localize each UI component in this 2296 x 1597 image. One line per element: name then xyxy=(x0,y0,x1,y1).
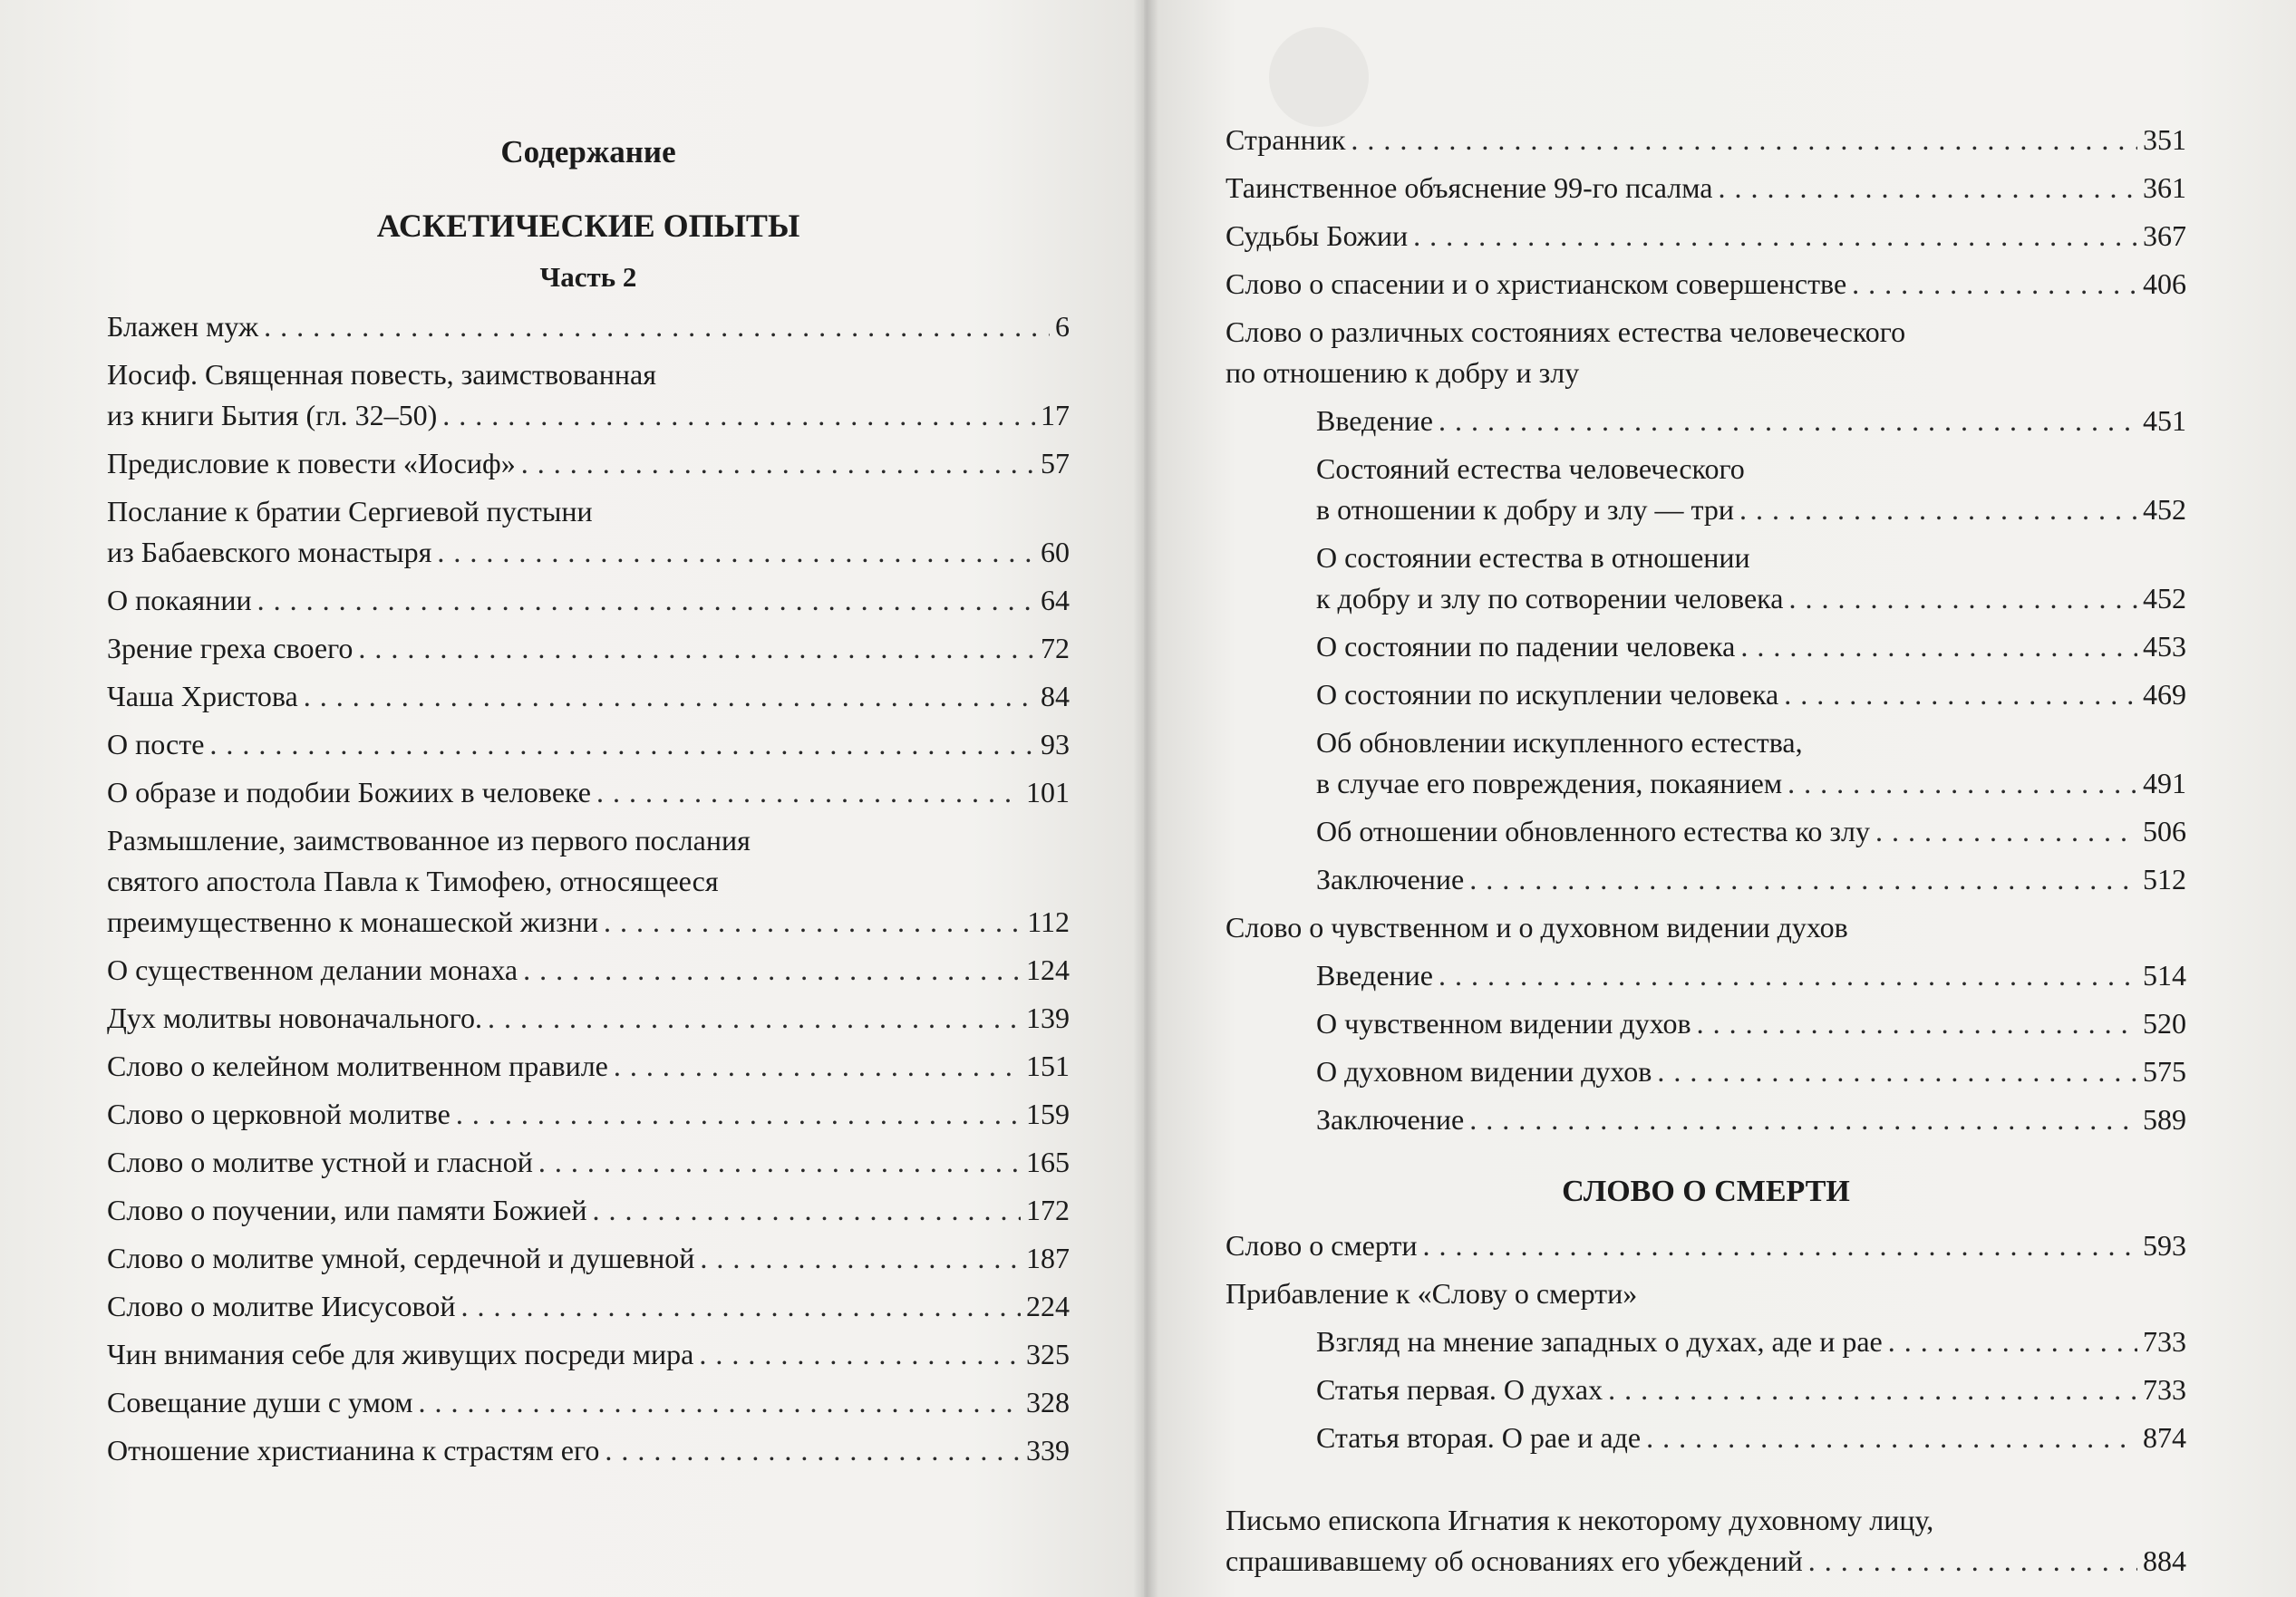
toc-page-number: 733 xyxy=(2143,1373,2186,1406)
toc-page-number: 17 xyxy=(1041,399,1070,431)
toc-entry-last-line xyxy=(1226,1541,2186,1582)
toc-entry xyxy=(1226,1000,2186,1048)
toc-entry xyxy=(1226,623,2186,671)
toc-entry-last-line xyxy=(107,772,1070,813)
toc-page-number: 224 xyxy=(1026,1290,1070,1322)
toc-page-number: 589 xyxy=(2143,1103,2186,1136)
toc-page-number: 575 xyxy=(2143,1055,2186,1088)
states-title-line-2: по отношению к добру и злу xyxy=(1226,356,1580,389)
toc-entry-last-line xyxy=(1316,1321,2186,1362)
toc-entry-title-line: Слово о молитве умной, сердечной и душевной xyxy=(107,1242,695,1274)
toc-entry xyxy=(107,303,1070,351)
toc-page-number: 151 xyxy=(1026,1050,1070,1082)
toc-entry-title-line: Введение xyxy=(1316,959,1433,992)
dot-leader xyxy=(538,1142,1021,1183)
toc-entry-title-line: Зрение греха своего xyxy=(107,632,354,664)
dot-leader xyxy=(442,395,1035,436)
dot-leader xyxy=(1787,763,2137,804)
dot-leader xyxy=(1423,1225,2137,1266)
toc-entry xyxy=(1226,397,2186,445)
toc-entry-title-line: Статья первая. О духах xyxy=(1316,1373,1603,1406)
toc-entry-title-line: О состоянии по падении человека xyxy=(1316,630,1736,663)
toc-page-number: 406 xyxy=(2143,267,2186,300)
toc-entry xyxy=(1226,808,2186,856)
toc-entry xyxy=(1226,116,2186,164)
dot-leader xyxy=(264,306,1050,347)
toc-page-number: 874 xyxy=(2143,1421,2186,1454)
toc-entry-title-line: в отношении к добру и злу — три xyxy=(1316,493,1734,526)
toc-page-number: 6 xyxy=(1055,310,1070,343)
toc-page-number: 453 xyxy=(2143,630,2186,663)
toc-entry-last-line xyxy=(107,395,1070,436)
toc-entry-last-line xyxy=(107,1190,1070,1231)
dot-leader xyxy=(488,998,1021,1039)
toc-page-number: 512 xyxy=(2143,863,2186,895)
toc-entry-last-line xyxy=(1316,859,2186,900)
toc-entry xyxy=(1226,1096,2186,1144)
toc-entry xyxy=(107,721,1070,769)
toc-entry-title-line: Размышление, заимствованное из первого послания xyxy=(107,824,751,857)
toc-entry xyxy=(107,1427,1070,1475)
dot-leader xyxy=(699,1334,1021,1375)
part-title: Часть 2 xyxy=(539,261,637,293)
toc-entry-title-line: Слово о келейном молитвенном правиле xyxy=(107,1050,608,1082)
dot-leader xyxy=(1852,264,2137,305)
toc-page-number: 139 xyxy=(1026,1002,1070,1034)
toc-entry-title-line: Чаша Христова xyxy=(107,680,298,712)
toc-page-number: 884 xyxy=(2143,1544,2186,1577)
toc-entry-title-line: О состоянии по искуплении человека xyxy=(1316,678,1779,711)
toc-entry xyxy=(107,624,1070,673)
toc-entry xyxy=(1226,212,2186,260)
toc-page-number: 60 xyxy=(1041,536,1070,568)
dot-leader xyxy=(460,1286,1021,1327)
toc-entry-last-line xyxy=(107,998,1070,1039)
toc-entry-title-line: Дух молитвы новоначального. xyxy=(107,1002,482,1034)
toc-page-number: 112 xyxy=(1027,905,1070,938)
toc-list-death xyxy=(1226,1222,2186,1270)
dot-leader xyxy=(418,1382,1021,1423)
toc-entry-last-line xyxy=(1316,1418,2186,1458)
states-title-line-1: Слово о различных состояниях естества человеческого xyxy=(1226,315,1906,348)
toc-entry-title-line: О существенном делании монаха xyxy=(107,953,518,986)
toc-entry-last-line xyxy=(1316,955,2186,996)
toc-entry-last-line xyxy=(1316,578,2186,619)
toc-entry-last-line xyxy=(107,306,1070,347)
toc-entry-title-line: Слово о церковной молитве xyxy=(107,1098,450,1130)
toc-page-number: 93 xyxy=(1041,728,1070,760)
toc-entry-title-line: Странник xyxy=(1226,123,1346,156)
toc-entry xyxy=(107,488,1070,576)
toc-entry xyxy=(1226,952,2186,1000)
dot-leader xyxy=(1875,811,2137,852)
dot-leader xyxy=(1608,1370,2137,1410)
toc-entry-last-line xyxy=(107,532,1070,573)
toc-entry-title-line: О покаянии xyxy=(107,584,252,616)
toc-entry-last-line xyxy=(1316,1099,2186,1140)
toc-entry-last-line xyxy=(107,724,1070,765)
toc-entry xyxy=(107,1379,1070,1427)
toc-list-addendum xyxy=(1226,1318,2186,1462)
dot-leader xyxy=(1469,1099,2137,1140)
toc-page-number: 506 xyxy=(2143,815,2186,847)
dot-leader xyxy=(596,772,1021,813)
toc-entry-last-line xyxy=(107,902,1070,943)
toc-entry-last-line xyxy=(107,628,1070,669)
states-group-title xyxy=(1226,308,2186,397)
toc-entry-title-line: Слово о спасении и о христианском совершенстве xyxy=(1226,267,1847,300)
toc-entry-title-line: Судьбы Божии xyxy=(1226,219,1409,252)
toc-entry-title-line: Слово о поучении, или памяти Божией xyxy=(107,1194,587,1226)
toc-page-number: 84 xyxy=(1041,680,1070,712)
toc-entry xyxy=(1226,671,2186,719)
toc-page-number: 469 xyxy=(2143,678,2186,711)
dot-leader xyxy=(1351,120,2137,160)
toc-entry xyxy=(107,1186,1070,1234)
toc-page-number: 351 xyxy=(2143,123,2186,156)
toc-entry xyxy=(107,946,1070,994)
toc-entry-last-line xyxy=(107,1286,1070,1327)
dot-leader xyxy=(1439,955,2137,996)
toc-entry-last-line xyxy=(107,950,1070,991)
toc-entry-title-line: Заключение xyxy=(1316,863,1465,895)
toc-entry-last-line xyxy=(1316,811,2186,852)
toc-entry-title-line: Слово о молитве Иисусовой xyxy=(107,1290,456,1322)
toc-entry-title-line: Заключение xyxy=(1316,1103,1465,1136)
toc-entry-last-line xyxy=(1316,674,2186,715)
toc-entry-title-line: спрашивавшему об основаниях его убеждений xyxy=(1226,1544,1803,1577)
toc-page-number: 514 xyxy=(2143,959,2186,992)
toc-page-number: 187 xyxy=(1026,1242,1070,1274)
addendum-title: Прибавление к «Слову о смерти» xyxy=(1226,1277,1638,1310)
toc-entry-last-line xyxy=(107,580,1070,621)
toc-entry xyxy=(1226,1366,2186,1414)
toc-entry-title-line: Об отношении обновленного естества ко злу xyxy=(1316,815,1870,847)
toc-entry-title-line: О образе и подобии Божиих в человеке xyxy=(107,776,591,808)
toc-entry-title-line: О чувственном видении духов xyxy=(1316,1007,1691,1040)
toc-page-number: 172 xyxy=(1026,1194,1070,1226)
toc-entry-last-line xyxy=(1226,1225,2186,1266)
toc-entry-title-line: Взгляд на мнение западных о духах, аде и рае xyxy=(1316,1325,1883,1358)
toc-entry-last-line xyxy=(107,1094,1070,1135)
toc-entry-last-line xyxy=(1316,763,2186,804)
toc-entry xyxy=(107,1090,1070,1138)
toc-entry xyxy=(1226,534,2186,623)
dot-leader xyxy=(257,580,1035,621)
toc-entry-last-line xyxy=(107,1334,1070,1375)
toc-entry-title-line: из Бабаевского монастыря xyxy=(107,536,432,568)
toc-list-letter xyxy=(1226,1496,2186,1585)
dot-leader xyxy=(604,902,1022,943)
dot-leader xyxy=(1718,168,2137,208)
toc-page-number: 57 xyxy=(1041,447,1070,479)
toc-entry-title-line: Послание к братии Сергиевой пустыни xyxy=(107,495,593,527)
dot-leader xyxy=(605,1430,1021,1471)
toc-page-number: 159 xyxy=(1026,1098,1070,1130)
toc-entry-last-line xyxy=(107,1238,1070,1279)
dot-leader xyxy=(358,628,1035,669)
dot-leader xyxy=(1646,1418,2137,1458)
toc-entry xyxy=(1226,164,2186,212)
toc-entry-last-line xyxy=(107,676,1070,717)
toc-entry-title-line: Состояний естества человеческого xyxy=(1316,452,1745,485)
dot-leader xyxy=(1740,626,2137,667)
toc-entry-last-line xyxy=(1316,1370,2186,1410)
toc-page-number: 165 xyxy=(1026,1146,1070,1178)
dot-leader xyxy=(1888,1321,2137,1362)
dot-leader xyxy=(614,1046,1021,1087)
toc-entry-title-line: святого апостола Павла к Тимофею, относящееся xyxy=(107,865,719,897)
toc-entry xyxy=(1226,1048,2186,1096)
toc-entry xyxy=(107,1282,1070,1331)
spirits-group-title: Слово о чувственном и о духовном видении духов xyxy=(1226,911,1848,944)
toc-entry xyxy=(107,1138,1070,1186)
toc-entry xyxy=(107,673,1070,721)
toc-entry-title-line: Слово о молитве устной и гласной xyxy=(107,1146,533,1178)
toc-page-number: 451 xyxy=(2143,404,2186,437)
toc-entry-title-line: Иосиф. Священная повесть, заимствованная xyxy=(107,358,656,391)
toc-list-states xyxy=(1226,397,2186,904)
toc-page-number: 367 xyxy=(2143,219,2186,252)
toc-entry-title-line: Отношение христианина к страстям его xyxy=(107,1434,600,1466)
contents-title: Содержание xyxy=(500,134,676,169)
toc-entry xyxy=(107,351,1070,440)
toc-entry-last-line xyxy=(1316,1003,2186,1044)
toc-list-left xyxy=(107,303,1070,1475)
toc-entry-title-line: преимущественно к монашеской жизни xyxy=(107,905,599,938)
section-title-death: СЛОВО О СМЕРТИ xyxy=(1562,1175,1850,1208)
toc-page-number: 124 xyxy=(1026,953,1070,986)
toc-page-number: 520 xyxy=(2143,1007,2186,1040)
toc-entry-title-line: Введение xyxy=(1316,404,1433,437)
page-stain xyxy=(1269,27,1369,127)
dot-leader xyxy=(1808,1541,2137,1582)
toc-page-number: 491 xyxy=(2143,767,2186,799)
section-title-ascetic: АСКЕТИЧЕСКИЕ ОПЫТЫ xyxy=(376,208,800,244)
toc-entry-title-line: Блажен муж xyxy=(107,310,259,343)
toc-entry xyxy=(1226,1222,2186,1270)
toc-entry-title-line: к добру и злу по сотворении человека xyxy=(1316,582,1784,615)
dot-leader xyxy=(1413,216,2137,256)
dot-leader xyxy=(1469,859,2137,900)
toc-page-number: 339 xyxy=(1026,1434,1070,1466)
toc-entry-last-line xyxy=(107,443,1070,484)
toc-entry xyxy=(1226,260,2186,308)
toc-entry-title-line: Об обновлении искупленного естества, xyxy=(1316,726,1803,759)
toc-entry-last-line xyxy=(1316,401,2186,441)
dot-leader xyxy=(1784,674,2137,715)
toc-entry-last-line xyxy=(1226,120,2186,160)
toc-entry xyxy=(107,769,1070,817)
dot-leader xyxy=(1439,401,2137,441)
toc-entry xyxy=(107,440,1070,488)
toc-entry-title-line: Слово о смерти xyxy=(1226,1229,1418,1262)
dot-leader xyxy=(1788,578,2137,619)
book-gutter xyxy=(1133,0,1158,1597)
toc-list-spirits xyxy=(1226,952,2186,1144)
toc-entry-title-line: Таинственное объяснение 99-го псалма xyxy=(1226,171,1713,204)
dot-leader xyxy=(593,1190,1021,1231)
toc-entry-last-line xyxy=(1316,626,2186,667)
toc-entry-last-line xyxy=(1226,168,2186,208)
dot-leader xyxy=(456,1094,1021,1135)
toc-page-number: 361 xyxy=(2143,171,2186,204)
toc-entry xyxy=(1226,445,2186,534)
dot-leader xyxy=(209,724,1035,765)
toc-entry-title-line: О состоянии естества в отношении xyxy=(1316,541,1750,574)
toc-entry xyxy=(107,994,1070,1042)
dot-leader xyxy=(700,1238,1021,1279)
toc-entry xyxy=(1226,1496,2186,1585)
dot-leader xyxy=(1697,1003,2137,1044)
dot-leader xyxy=(523,950,1021,991)
dot-leader xyxy=(521,443,1035,484)
toc-page-number: 325 xyxy=(1026,1338,1070,1370)
toc-entry-last-line xyxy=(1316,1051,2186,1092)
toc-entry xyxy=(1226,856,2186,904)
dot-leader xyxy=(1739,489,2137,530)
toc-entry-last-line xyxy=(107,1046,1070,1087)
toc-entry-title-line: в случае его повреждения, покаянием xyxy=(1316,767,1783,799)
right-toc-column xyxy=(1226,116,2186,1585)
toc-entry-last-line xyxy=(107,1430,1070,1471)
toc-entry xyxy=(107,1234,1070,1282)
toc-entry-last-line xyxy=(107,1142,1070,1183)
toc-entry xyxy=(107,1331,1070,1379)
toc-entry xyxy=(107,576,1070,624)
toc-page-number: 72 xyxy=(1041,632,1070,664)
toc-entry-title-line: из книги Бытия (гл. 32–50) xyxy=(107,399,438,431)
toc-page-number: 733 xyxy=(2143,1325,2186,1358)
toc-entry-title-line: О посте xyxy=(107,728,205,760)
toc-page-number: 593 xyxy=(2143,1229,2186,1262)
toc-page-number: 328 xyxy=(1026,1386,1070,1418)
toc-entry xyxy=(1226,1414,2186,1462)
left-toc-column xyxy=(107,127,1070,1475)
toc-entry xyxy=(1226,1318,2186,1366)
dot-leader xyxy=(304,676,1035,717)
toc-entry-last-line xyxy=(107,1382,1070,1423)
toc-entry-last-line xyxy=(1226,264,2186,305)
dot-leader xyxy=(437,532,1035,573)
toc-entry xyxy=(1226,719,2186,808)
dot-leader xyxy=(1657,1051,2137,1092)
toc-entry-title-line: Чин внимания себе для живущих посреди мира xyxy=(107,1338,694,1370)
toc-entry-title-line: Совещание души с умом xyxy=(107,1386,413,1418)
toc-entry-title-line: Письмо епископа Игнатия к некоторому духовному лицу, xyxy=(1226,1504,1934,1536)
toc-entry-title-line: О духовном видении духов xyxy=(1316,1055,1652,1088)
toc-entry-last-line xyxy=(1226,216,2186,256)
toc-entry-last-line xyxy=(1316,489,2186,530)
toc-entry-title-line: Статья вторая. О рае и аде xyxy=(1316,1421,1642,1454)
toc-entry xyxy=(107,817,1070,946)
toc-entry xyxy=(107,1042,1070,1090)
toc-entry-title-line: Предисловие к повести «Иосиф» xyxy=(107,447,516,479)
toc-page-number: 452 xyxy=(2143,582,2186,615)
toc-list-right-top xyxy=(1226,116,2186,308)
toc-page-number: 64 xyxy=(1041,584,1070,616)
toc-page-number: 101 xyxy=(1026,776,1070,808)
toc-page-number: 452 xyxy=(2143,493,2186,526)
